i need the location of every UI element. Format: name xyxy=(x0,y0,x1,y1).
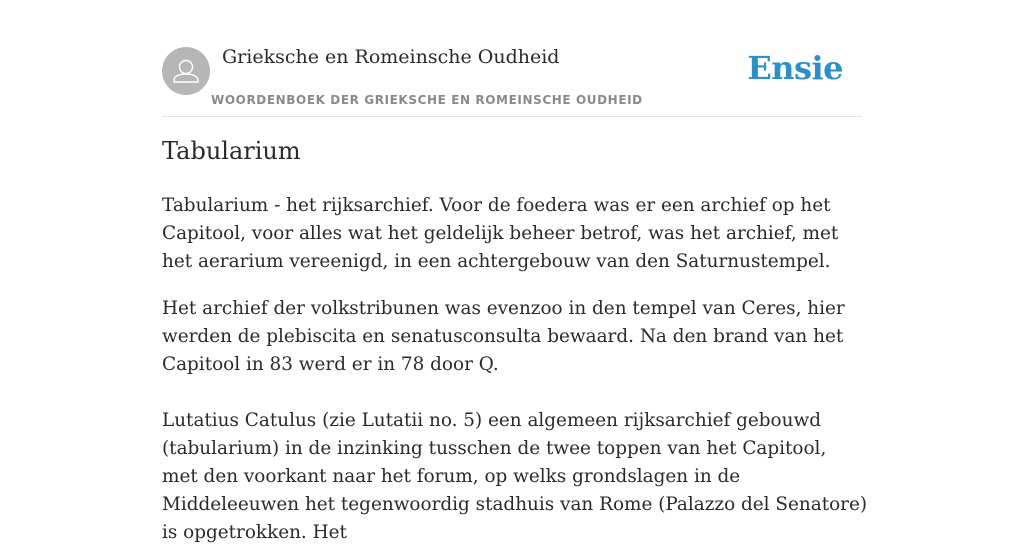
paragraph: Lutatius Catulus (zie Lutatii no. 5) een algemeen rijksarchief gebouwd (tabularium) in de inzinking tusschen de twee toppen van het Capitool, met den voorkant naar het forum, op welks grondslagen in de Middeleeuwen het tegenwoordig stadhuis van Rome (Palazzo del Senatore) is opgetrokken. Het xyxy=(162,410,868,543)
source-avatar[interactable] xyxy=(162,47,210,95)
brand-logo[interactable]: Ensie xyxy=(747,49,843,87)
page-title: Tabularium xyxy=(162,137,301,165)
source-subtitle[interactable]: WOORDENBOEK DER GRIEKSCHE EN ROMEINSCHE OUDHEID xyxy=(211,93,643,107)
source-title[interactable]: Grieksche en Romeinsche Oudheid xyxy=(222,46,560,68)
article-body xyxy=(162,192,867,547)
site-header xyxy=(162,46,862,117)
user-icon xyxy=(162,47,210,95)
paragraph: Het archief der volkstribunen was evenzoo in den tempel van Ceres, hier werden de plebiscita en senatusconsulta bewaard. Na den brand van het Capitool in 83 werd er in 78 door Q. xyxy=(162,298,845,375)
paragraph: Tabularium - het rijksarchief. Voor de foedera was er een archief op het Capitool, voor alles wat het geldelijk beheer betrof, was het archief, met het aerarium vereenigd, in een achtergebouw van den Saturnustempel. xyxy=(162,195,839,272)
